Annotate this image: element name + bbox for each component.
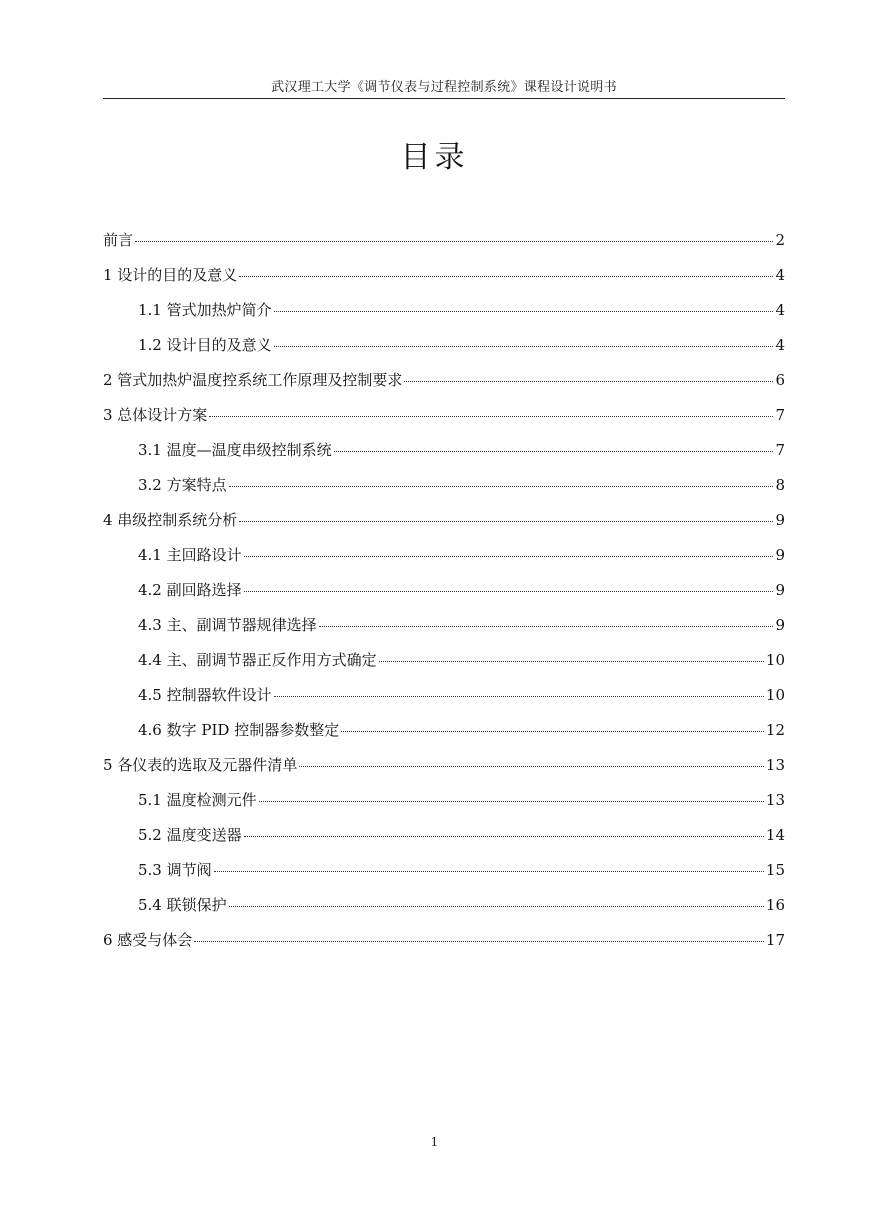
- toc-entry[interactable]: [103, 610, 785, 645]
- toc-dot-leader: [274, 680, 764, 700]
- toc-entry[interactable]: [103, 680, 785, 715]
- toc-entry-page: 16: [765, 896, 785, 914]
- toc-entry-page: 14: [765, 826, 785, 844]
- toc-entry-label: 5.2 温度变送器: [138, 826, 242, 844]
- toc-dot-leader: [404, 365, 773, 385]
- header-rule: [103, 98, 785, 99]
- toc-dot-leader: [194, 925, 764, 945]
- toc-entry-page: 4: [775, 266, 785, 284]
- toc-entry-page: 9: [775, 616, 785, 634]
- toc-entry[interactable]: [103, 890, 785, 925]
- toc-entry-label: 1.2 设计目的及意义: [138, 336, 272, 354]
- table-of-contents: [103, 225, 785, 960]
- toc-dot-leader: [334, 435, 774, 455]
- toc-entry-page: 13: [765, 791, 785, 809]
- toc-title: 目录: [400, 140, 469, 175]
- toc-entry-page: 2: [775, 231, 785, 249]
- toc-entry[interactable]: [103, 435, 785, 470]
- toc-entry[interactable]: [103, 925, 785, 960]
- toc-entry-label: 3 总体设计方案: [103, 406, 208, 424]
- toc-entry[interactable]: [103, 820, 785, 855]
- toc-dot-leader: [274, 330, 774, 350]
- toc-dot-leader: [229, 470, 774, 490]
- toc-entry-page: 7: [775, 441, 785, 459]
- toc-entry-label: 4.3 主、副调节器规律选择: [138, 616, 317, 634]
- toc-entry-page: 15: [765, 861, 785, 879]
- toc-entry-page: 6: [775, 371, 785, 389]
- toc-entry-label: 5.4 联锁保护: [138, 896, 227, 914]
- toc-dot-leader: [239, 505, 773, 525]
- toc-dot-leader: [209, 400, 773, 420]
- toc-entry-page: 10: [765, 686, 785, 704]
- toc-entry[interactable]: [103, 505, 785, 540]
- toc-entry-label: 5.1 温度检测元件: [138, 791, 257, 809]
- toc-entry[interactable]: [103, 750, 785, 785]
- toc-entry[interactable]: [103, 575, 785, 610]
- toc-entry-label: 2 管式加热炉温度控系统工作原理及控制要求: [103, 371, 403, 389]
- toc-entry-label: 4 串级控制系统分析: [103, 511, 238, 529]
- toc-entry-label: 3.2 方案特点: [138, 476, 227, 494]
- toc-entry-label: 6 感受与体会: [103, 931, 193, 949]
- toc-entry[interactable]: [103, 645, 785, 680]
- page-number: 1: [430, 1135, 439, 1149]
- toc-entry-label: 前言: [103, 231, 134, 249]
- toc-entry-page: 4: [775, 336, 785, 354]
- toc-dot-leader: [299, 750, 764, 770]
- toc-entry-label: 1.1 管式加热炉简介: [138, 301, 272, 319]
- toc-dot-leader: [229, 890, 764, 910]
- toc-dot-leader: [341, 715, 764, 735]
- toc-dot-leader: [379, 645, 764, 665]
- toc-entry-label: 3.1 温度—温度串级控制系统: [138, 441, 332, 459]
- toc-entry[interactable]: [103, 855, 785, 890]
- toc-dot-leader: [239, 260, 773, 280]
- toc-entry-label: 4.5 控制器软件设计: [138, 686, 272, 704]
- toc-entry-page: 8: [775, 476, 785, 494]
- toc-entry-label: 4.6 数字 PID 控制器参数整定: [138, 721, 340, 739]
- toc-entry[interactable]: [103, 785, 785, 820]
- toc-dot-leader: [274, 295, 774, 315]
- toc-entry-page: 9: [775, 546, 785, 564]
- toc-dot-leader: [135, 225, 773, 245]
- toc-entry[interactable]: [103, 470, 785, 505]
- toc-entry[interactable]: [103, 260, 785, 295]
- toc-dot-leader: [244, 820, 764, 840]
- toc-entry-label: 5.3 调节阀: [138, 861, 212, 879]
- toc-entry[interactable]: [103, 540, 785, 575]
- toc-dot-leader: [259, 785, 764, 805]
- toc-entry-label: 1 设计的目的及意义: [103, 266, 238, 284]
- toc-dot-leader: [244, 540, 774, 560]
- toc-entry-page: 10: [765, 651, 785, 669]
- toc-entry-page: 7: [775, 406, 785, 424]
- toc-entry-label: 5 各仪表的选取及元器件清单: [103, 756, 298, 774]
- toc-entry[interactable]: [103, 715, 785, 750]
- toc-entry[interactable]: [103, 295, 785, 330]
- toc-entry[interactable]: [103, 225, 785, 260]
- toc-entry-page: 4: [775, 301, 785, 319]
- toc-entry-label: 4.2 副回路选择: [138, 581, 242, 599]
- toc-entry-page: 12: [765, 721, 785, 739]
- toc-dot-leader: [214, 855, 764, 875]
- toc-entry-page: 13: [765, 756, 785, 774]
- toc-entry-page: 17: [765, 931, 785, 949]
- toc-dot-leader: [244, 575, 774, 595]
- toc-entry-page: 9: [775, 511, 785, 529]
- toc-entry[interactable]: [103, 400, 785, 435]
- running-header: 武汉理工大学《调节仪表与过程控制系统》课程设计说明书: [271, 80, 617, 95]
- toc-entry[interactable]: [103, 330, 785, 365]
- toc-entry-label: 4.4 主、副调节器正反作用方式确定: [138, 651, 377, 669]
- toc-entry-label: 4.1 主回路设计: [138, 546, 242, 564]
- toc-entry[interactable]: [103, 365, 785, 400]
- toc-dot-leader: [319, 610, 774, 630]
- toc-entry-page: 9: [775, 581, 785, 599]
